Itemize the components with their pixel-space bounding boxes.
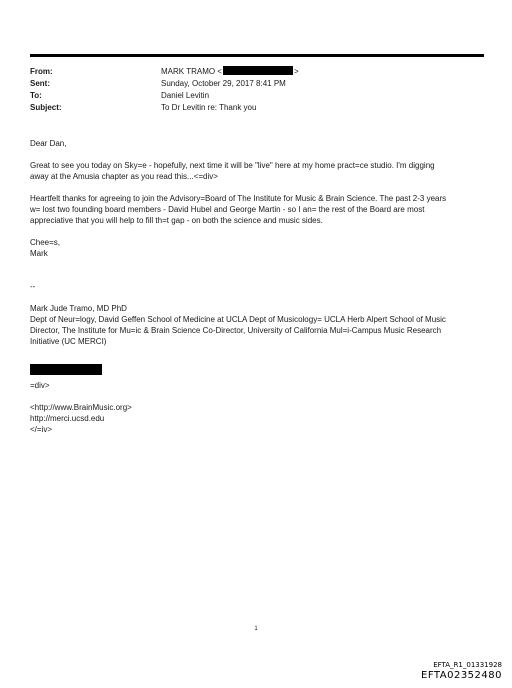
greeting: Dear Dan,	[30, 139, 67, 148]
paragraph-1: Great to see you today on Sky=e - hopefully, next time it will be "live" here at my home pract=ce studio. I'm digging away at the Amusia chapter as you read this...<=div>	[30, 161, 435, 181]
redaction-box	[30, 364, 102, 375]
paragraph-2: Heartfelt thanks for agreeing to join the Advisory=Board of The Institute for Music & Brain Science. The past 2-3 years w= lost two founding board members - David Hubel and George Martin - so I an= the rest of the Board are most appreciative that you will help to fill th=t gap - on both the science and music sides.	[30, 194, 447, 225]
signature-details: Dept of Neur=logy, David Geffen School of Medicine at UCLA Dept of Musicology= UCLA Herb Alpert School of Music Director, The Institute for Mu=ic & Brain Science Co-Director, University of California Mul=i-Campus Music Research Initiative (UC MERCI)	[30, 315, 446, 346]
bates-number-large: EFTA02352480	[421, 670, 502, 681]
link-brainmusic[interactable]: <http://www.BrainMusic.org>	[30, 403, 132, 412]
email-body	[30, 138, 490, 435]
sent-row	[30, 78, 490, 90]
email-header	[30, 66, 490, 114]
subject-value: To Dr Levitin re: Thank you	[161, 103, 257, 112]
from-name: MARK TRAMO <	[161, 67, 222, 76]
redaction-box	[223, 66, 293, 75]
sent-label: Sent:	[30, 79, 50, 88]
page-number: 1	[254, 626, 258, 632]
to-row	[30, 90, 490, 102]
signature-name: Mark Jude Tramo, MD PhD	[30, 304, 127, 313]
bates-number-small: EFTA_R1_01331928	[433, 661, 502, 669]
to-label: To:	[30, 91, 42, 100]
div-tag: =div>	[30, 381, 50, 390]
signature-dashes: --	[30, 282, 36, 291]
to-value: Daniel Levitin	[161, 91, 210, 100]
bates-stamp	[421, 661, 502, 682]
link-merci[interactable]: http://merci.ucsd.edu	[30, 414, 105, 423]
from-label: From:	[30, 67, 53, 76]
from-row	[30, 66, 490, 78]
close-tag: </=iv>	[30, 425, 53, 434]
closing: Chee=s,	[30, 238, 61, 247]
header-rule	[30, 54, 484, 57]
subject-label: Subject:	[30, 103, 62, 112]
sent-value: Sunday, October 29, 2017 8:41 PM	[161, 79, 286, 88]
from-suffix: >	[293, 67, 299, 76]
closing-name: Mark	[30, 249, 48, 258]
subject-row	[30, 102, 490, 114]
